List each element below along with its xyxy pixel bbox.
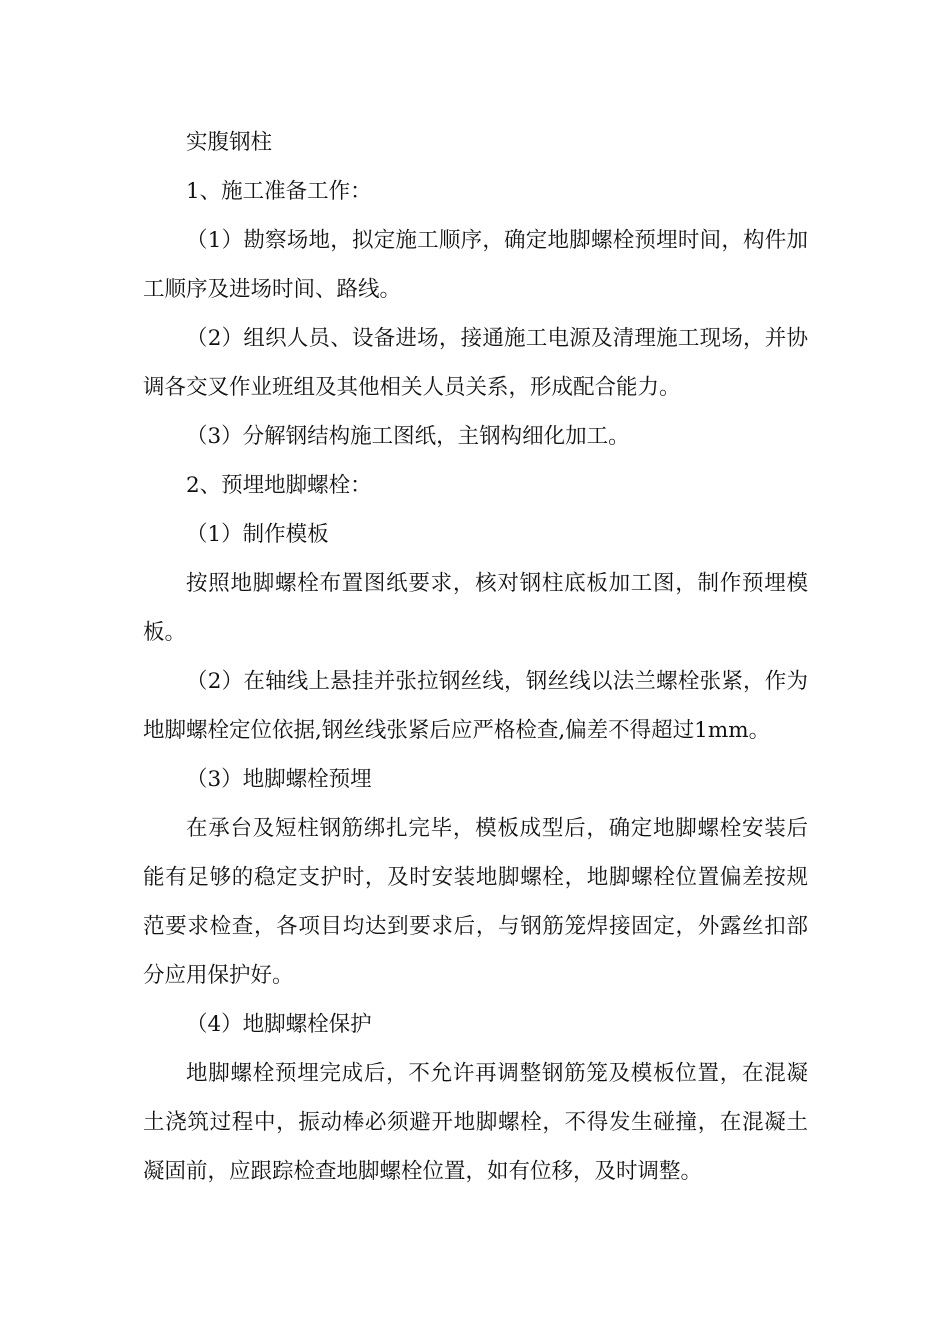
paragraph-bolt-installation: 在承台及短柱钢筋绑扎完毕，模板成型后，确定地脚螺栓安装后能有足够的稳定支护时，及时安装地脚螺栓，地脚螺栓位置偏差按规范要求检查，各项目均达到要求后，与钢筋笼焊接固定，外露丝扣部分应用保护好。 [143,816,808,988]
heading-embedded-anchor-bolts: 2、预埋地脚螺栓： [186,473,372,498]
paragraph-bolt-protection-details: 地脚螺栓预埋完成后，不允许再调整钢筋笼及模板位置，在混凝土浇筑过程中，振动棒必须避开地脚螺栓，不得发生碰撞，在混凝土凝固前，应跟踪检查地脚螺栓位置，如有位移，及时调整。 [143,1061,808,1184]
section-title: 实腹钢柱 [186,130,273,155]
paragraph-template-instructions: 按照地脚螺栓布置图纸要求，核对钢柱底板加工图，制作预埋模板。 [143,571,808,645]
heading-construction-preparation: 1、施工准备工作： [186,179,372,204]
paragraph-site-survey: （1）勘察场地，拟定施工顺序，确定地脚螺栓预埋时间，构件加工顺序及进场时间、路线。 [143,228,808,302]
paragraph-personnel-equipment: （2）组织人员、设备进场，接通施工电源及清理施工现场，并协调各交叉作业班组及其他相关人员关系，形成配合能力。 [143,326,808,400]
paragraph-steel-wire-positioning: （2）在轴线上悬挂并张拉钢丝线，钢丝线以法兰螺栓张紧，作为地脚螺栓定位依据,钢丝线张紧后应严格检查,偏差不得超过1mm。 [143,669,808,743]
paragraph-drawing-breakdown: （3）分解钢结构施工图纸，主钢构细化加工。 [186,424,630,449]
document-body [143,118,808,1196]
subheading-bolt-embedding: （3）地脚螺栓预埋 [186,767,372,792]
subheading-bolt-protection: （4）地脚螺栓保护 [186,1012,372,1037]
subheading-make-template: （1）制作模板 [186,522,329,547]
